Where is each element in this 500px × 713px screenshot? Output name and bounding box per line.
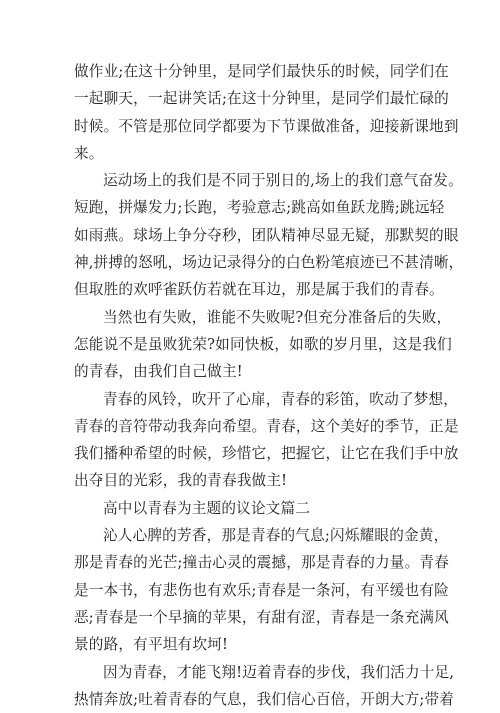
text-line: 运动场上的我们是不同于别日的,场上的我们意气奋发。 [103, 172, 463, 190]
text-line: 青春的风铃，吹开了心扉，青春的彩笛，吹动了梦想， [103, 390, 459, 408]
text-line: 做作业;在这十分钟里，是同学们最快乐的时候，同学们在 [74, 63, 449, 80]
text-line: 出夺目的光彩，我的青春我做主! [74, 472, 288, 490]
text-line: 高中以青春为主题的议论文篇二 [103, 499, 311, 517]
text-line: 的青春，由我们自己做主! [74, 363, 243, 381]
text-line: 来。 [74, 144, 104, 162]
text-line: 那是青春的光芒;撞击心灵的震撼，那是青春的力量。青春 [74, 554, 449, 572]
text-line: 当然也有失败，谁能不失败呢?但充分准备后的失败， [103, 308, 452, 326]
text-line: 青春的音符带动我奔向希望。青春，这个美好的季节，正是 [74, 417, 459, 435]
text-line: 我们播种希望的时候，珍惜它，把握它，让它在我们手中放 [74, 445, 459, 463]
text-line: 如雨燕。球场上争分夺秒，团队精神尽显无疑，那默契的眼 [74, 226, 459, 244]
text-line: 是一本书，有悲伤也有欢乐;青春是一条河，有平缓也有险 [74, 581, 449, 599]
text-line: 沁人心脾的芳香，那是青春的气息;闪烁耀眼的金黄， [103, 527, 449, 545]
text-line: 时候。不管是那位同学都要为下节课做准备，迎接新课地到 [74, 117, 459, 135]
document-body [74, 58, 464, 713]
text-line: 热情奔放;吐着青春的气息，我们信心百倍，开朗大方;带着 [74, 690, 455, 708]
text-line: 因为青春，才能飞翔!迈着青春的步伐，我们活力十足, [103, 663, 455, 681]
text-line: 恶;青春是一个早摘的苹果，有甜有涩，青春是一条充满风 [74, 608, 449, 626]
text-line: 景的路，有平坦有坎坷! [74, 636, 229, 654]
text-line: 短跑，拼爆发力;长跑，考验意志;跳高如鱼跃龙腾;跳远轻 [74, 199, 445, 217]
text-line: 神,拼搏的怒吼，场边记录得分的白色粉笔痕迹已不甚清晰， [74, 254, 464, 272]
text-line: 但取胜的欢呼雀跃仿若就在耳边，那是属于我们的青春。 [74, 281, 444, 299]
text-line: 一起聊天，一起讲笑话;在这十分钟里，是同学们最忙碌的 [74, 90, 449, 108]
text-line: 怎能说不是虽败犹荣?如同快板，如歌的岁月里，这是我们 [74, 335, 452, 353]
